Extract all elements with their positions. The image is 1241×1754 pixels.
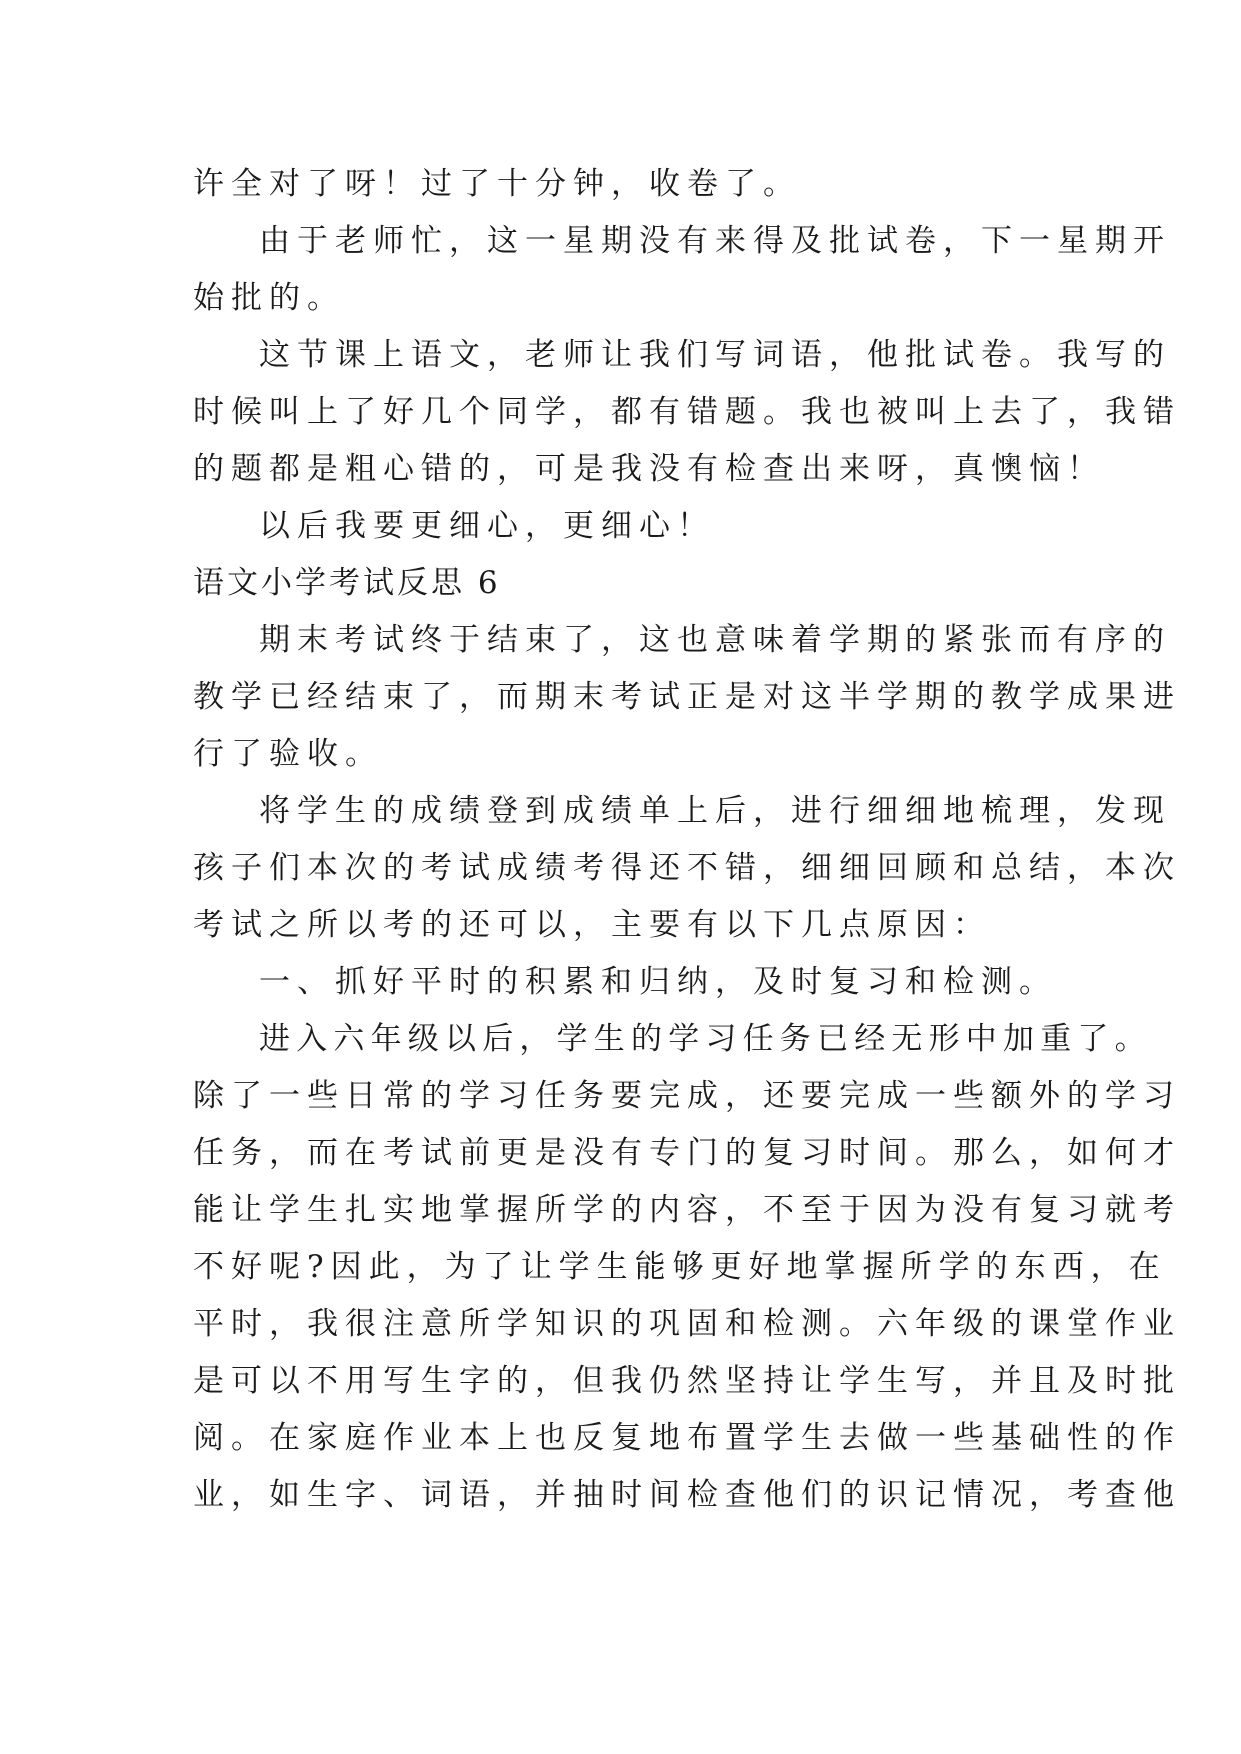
text-line: 不好呢?因此，为了让学生能够更好地掌握所学的东西，在 — [193, 1249, 1167, 1285]
section-heading: 语文小学考试反思 6 — [193, 565, 501, 601]
text-line: 许全对了呀！过了十分钟，收卷了。 — [193, 166, 801, 202]
text-line: 孩子们本次的考试成绩考得还不错，细细回顾和总结，本次 — [193, 850, 1181, 886]
text-line: 时候叫上了好几个同学，都有错题。我也被叫上去了，我错 — [193, 394, 1181, 430]
text-line: 的题都是粗心错的，可是我没有检查出来呀，真懊恼！ — [193, 451, 1105, 487]
document-body — [193, 156, 1181, 1524]
text-line: 除了一些日常的学习任务要完成，还要完成一些额外的学习 — [193, 1078, 1181, 1114]
paragraph-start-line: 一、抓好平时的积累和归纳，及时复习和检测。 — [259, 964, 1057, 1000]
paragraph-start-line: 将学生的成绩登到成绩单上后，进行细细地梳理，发现 — [259, 793, 1171, 829]
text-line: 始批的。 — [193, 280, 345, 316]
text-line: 阅。在家庭作业本上也反复地布置学生去做一些基础性的作 — [193, 1420, 1181, 1456]
paragraph-start-line: 期末考试终于结束了，这也意味着学期的紧张而有序的 — [259, 622, 1171, 658]
text-line: 行了验收。 — [193, 736, 383, 772]
text-line: 考试之所以考的还可以，主要有以下几点原因： — [193, 907, 991, 943]
text-line: 教学已经结束了，而期末考试正是对这半学期的教学成果进 — [193, 679, 1181, 715]
text-line: 是可以不用写生字的，但我仍然坚持让学生写，并且及时批 — [193, 1363, 1181, 1399]
paragraph-start-line: 这节课上语文，老师让我们写词语，他批试卷。我写的 — [259, 337, 1171, 373]
text-line: 任务，而在考试前更是没有专门的复习时间。那么，如何才 — [193, 1135, 1181, 1171]
paragraph-start-line: 由于老师忙，这一星期没有来得及批试卷，下一星期开 — [259, 223, 1171, 259]
paragraph-start-line: 进入六年级以后，学生的学习任务已经无形中加重了。 — [259, 1021, 1152, 1057]
paragraph-start-line: 以后我要更细心，更细心！ — [259, 508, 715, 544]
text-line: 能让学生扎实地掌握所学的内容，不至于因为没有复习就考 — [193, 1192, 1181, 1228]
text-line: 业，如生字、词语，并抽时间检查他们的识记情况，考查他 — [193, 1477, 1181, 1513]
text-line: 平时，我很注意所学知识的巩固和检测。六年级的课堂作业 — [193, 1306, 1181, 1342]
